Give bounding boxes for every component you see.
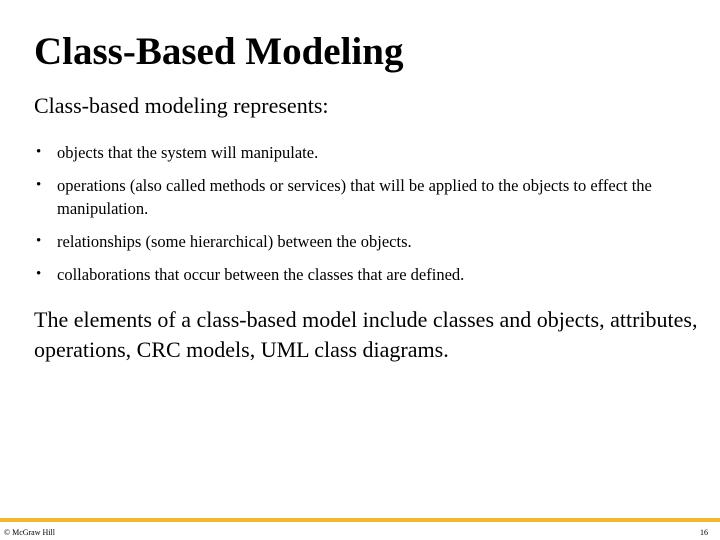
bullet-text: collaborations that occur between the classes that are defined.	[57, 265, 465, 284]
bullet-item-operations	[36, 174, 696, 220]
summary-paragraph: The elements of a class-based model include classes and objects, attributes, operations, CRC models, UML class diagrams.	[34, 307, 698, 362]
bullet-item-objects	[36, 141, 696, 164]
bullet-text: operations (also called methods or services) that will be applied to the objects to effect the manipulation.	[57, 176, 652, 218]
bullet-list	[36, 141, 696, 296]
bullet-point-icon: •	[36, 177, 42, 193]
bullet-point-icon: •	[36, 144, 42, 160]
copyright-notice: © McGraw Hill	[4, 528, 55, 537]
intro-text: Class-based modeling represents:	[34, 93, 329, 118]
bullet-item-relationships	[36, 230, 696, 253]
footer-divider-bar	[0, 518, 720, 522]
bullet-text: relationships (some hierarchical) between the objects.	[57, 232, 412, 251]
bullet-text: objects that the system will manipulate.	[57, 143, 319, 162]
bullet-item-collaborations	[36, 263, 696, 286]
slide-title: Class-Based Modeling	[34, 30, 404, 73]
bullet-point-icon: •	[36, 266, 42, 282]
bullet-point-icon: •	[36, 233, 42, 249]
page-number: 16	[700, 528, 708, 537]
